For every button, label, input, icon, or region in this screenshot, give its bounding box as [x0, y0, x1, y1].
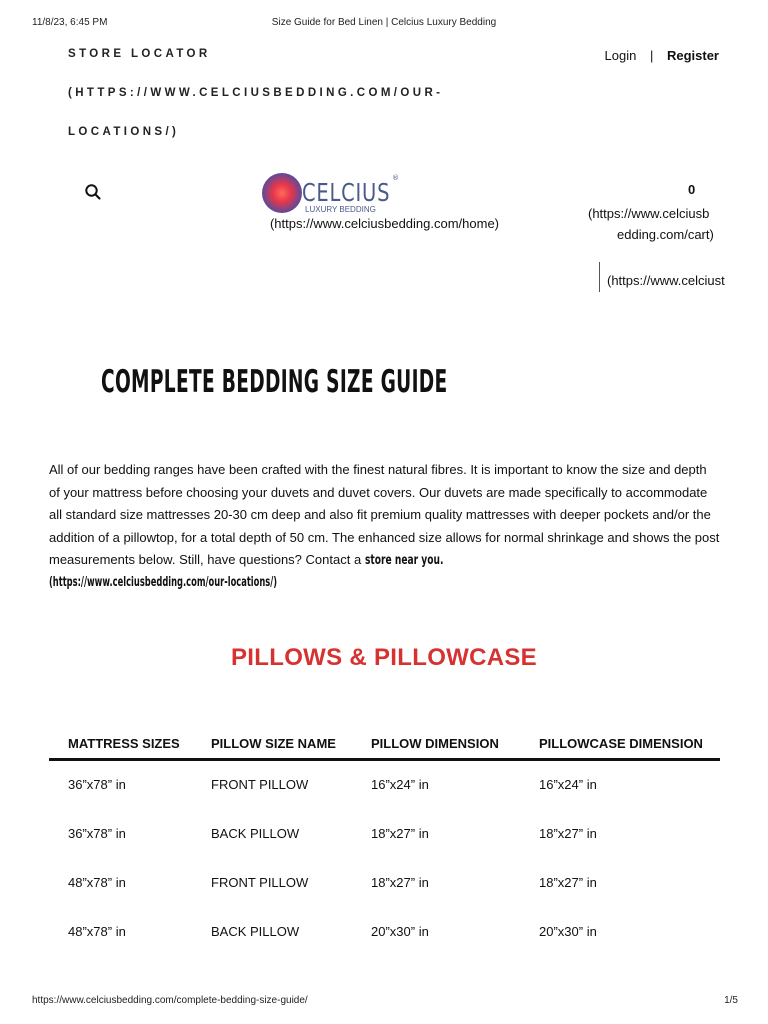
table-cell: 18”x27” in [539, 826, 597, 841]
table-cell: BACK PILLOW [211, 826, 300, 841]
store-locator-url-line1[interactable]: (HTTPS://WWW.CELCIUSBEDDING.COM/OUR- [68, 87, 444, 99]
print-footer-url: https://www.celciusbedding.com/complete-bedding-size-guide/ [32, 995, 308, 1006]
table-cell: 18”x27” in [371, 826, 429, 841]
table-row [49, 809, 720, 858]
table-cell: BACK PILLOW [211, 924, 300, 939]
celcius-logo[interactable] [262, 170, 402, 216]
search-icon[interactable] [84, 183, 102, 201]
table-row [49, 907, 720, 956]
header-divider [599, 262, 600, 292]
store-locator-url-line2[interactable]: LOCATIONS/) [68, 126, 180, 138]
table-cell: 18”x27” in [539, 875, 597, 890]
page-title: COMPLETE BEDDING SIZE GUIDE [101, 364, 448, 400]
store-locator-link[interactable]: STORE LOCATOR [68, 48, 211, 60]
table-cell: 36”x78” in [68, 777, 126, 793]
store-locations-url[interactable]: (https://www.celciusbedding.com/our-locations/) [49, 575, 278, 590]
logo-brand-text: CELCIUS [302, 178, 391, 208]
intro-paragraph [49, 459, 721, 573]
cart-count[interactable]: 0 [688, 182, 696, 197]
auth-separator: | [649, 48, 654, 63]
column-header: MATTRESS SIZES [49, 730, 211, 759]
table-cell: FRONT PILLOW [211, 875, 309, 890]
pillows-section-title: PILLOWS & PILLOWCASE [231, 644, 537, 671]
table-cell: 18”x27” in [371, 875, 429, 890]
print-page-number: 1/5 [724, 995, 738, 1006]
login-link[interactable]: Login [604, 48, 637, 63]
logo-link-url[interactable]: (https://www.celciusbedding.com/home) [269, 216, 500, 231]
table-cell: 36”x78” in [68, 826, 126, 841]
print-datetime: 11/8/23, 6:45 PM [32, 17, 108, 28]
table-cell: 20”x30” in [371, 924, 429, 939]
table-cell: FRONT PILLOW [211, 777, 309, 793]
celcius-logo-orb-icon [262, 173, 302, 213]
print-header [0, 17, 768, 31]
cart-link-line1[interactable]: (https://www.celciusb [588, 206, 710, 221]
table-header-row [49, 730, 720, 759]
table-cell: 48”x78” in [68, 924, 126, 939]
table-cell: 48”x78” in [68, 875, 126, 890]
auth-links [605, 48, 719, 63]
print-page-title: Size Guide for Bed Linen | Celcius Luxury Bedding [271, 17, 497, 28]
logo-tagline-text: LUXURY BEDDING [305, 205, 376, 214]
table-cell: 16”x24” in [371, 777, 429, 793]
table-cell: 20”x30” in [539, 924, 597, 939]
column-header: PILLOWCASE DIMENSION [539, 730, 720, 759]
table-row [49, 759, 720, 809]
table-row [49, 858, 720, 907]
register-link[interactable]: Register [666, 48, 719, 63]
column-header: PILLOW DIMENSION [371, 730, 539, 759]
cart-link-line2[interactable]: edding.com/cart) [617, 227, 714, 242]
table-cell: 16”x24” in [539, 777, 597, 793]
intro-text: All of our bedding ranges have been crafted with the finest natural fibres. It is important to know the size and depth of your mattress before choosing your duvets and duvet covers. Our duvets are made specifically to accommodate all standard size mattresses 20-30 cm deep and also fit premium quality mattresses with deeper pockets and/or the addition of a pillowtop, for a total depth of 50 cm. The enhanced size allows for normal shrinkage and shows the post measurements below. Still, have questions? Contact a [49, 462, 720, 567]
column-header: PILLOW SIZE NAME [211, 730, 371, 759]
logo-registered-mark: ® [392, 174, 399, 182]
pillows-table [49, 730, 720, 956]
extra-header-link[interactable]: (https://www.celciust [607, 273, 725, 288]
store-near-you-link[interactable]: store near you. [364, 553, 444, 568]
